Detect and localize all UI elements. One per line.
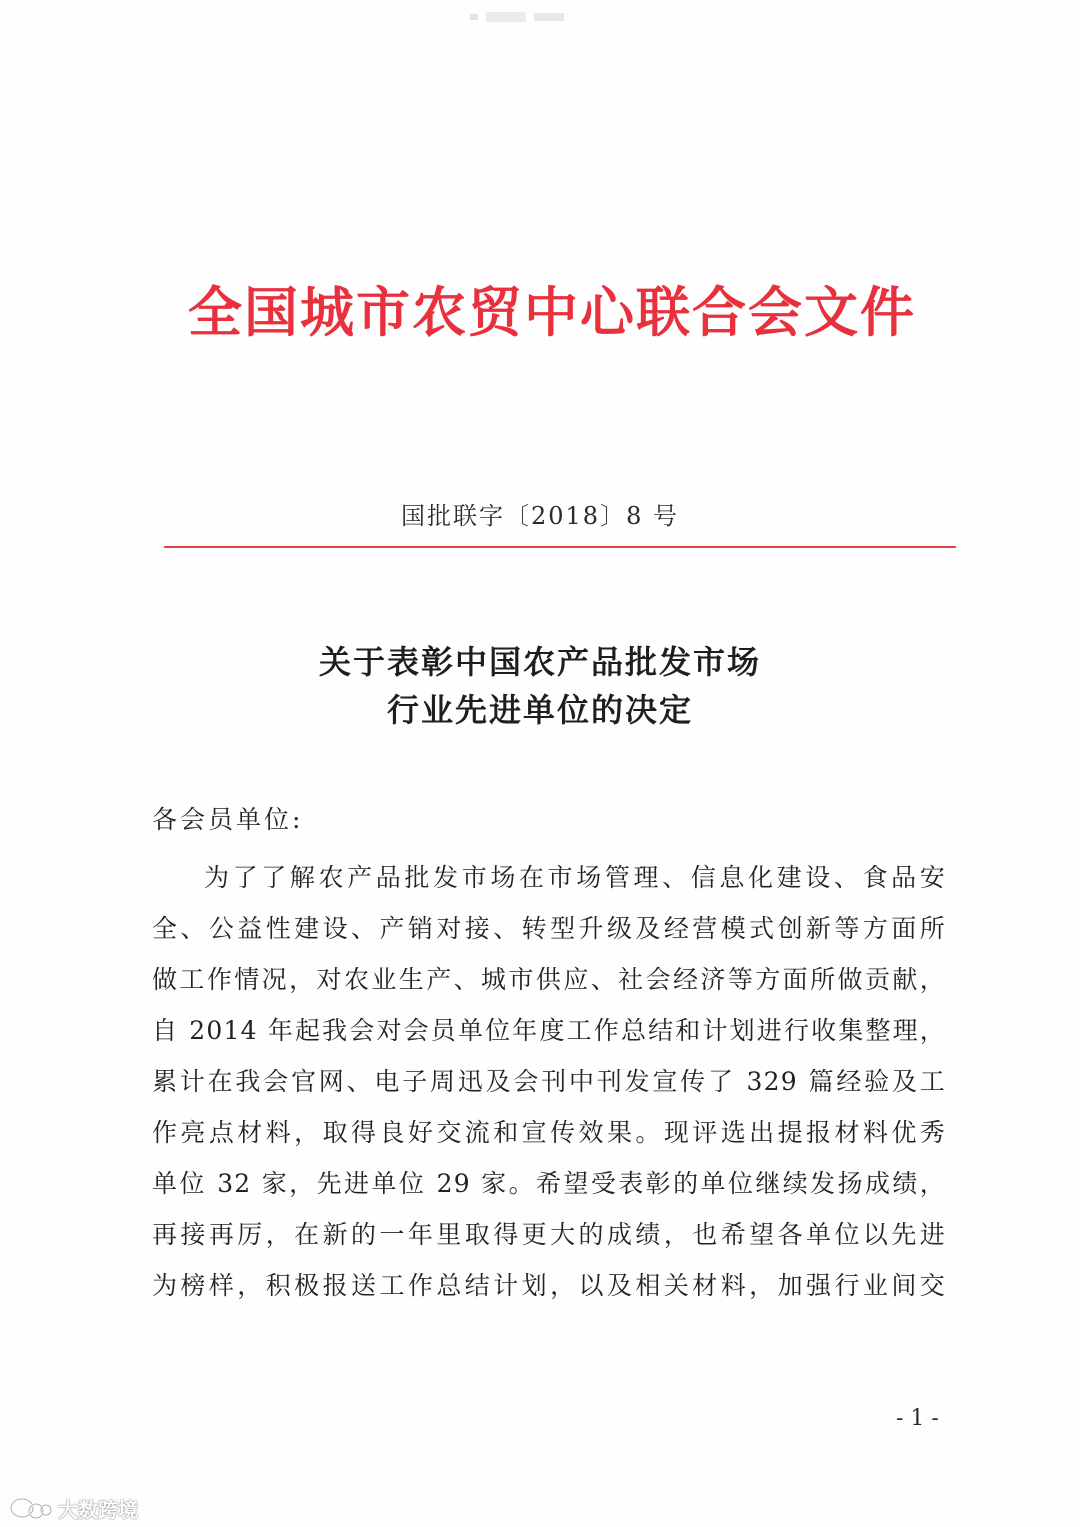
salutation: 各会员单位: <box>152 805 304 834</box>
body-line: 作亮点材料，取得良好交流和宣传效果。现评选出提报材料优秀 <box>152 1118 946 1147</box>
issuer-header-title: 全国城市农贸中心联合会文件 <box>188 280 916 344</box>
document-title <box>0 638 1080 734</box>
body-line: 自 2014 年起我会对会员单位年度工作总结和计划进行收集整理， <box>152 1016 946 1045</box>
body-line: 单位 32 家，先进单位 29 家。希望受表彰的单位继续发扬成绩， <box>152 1169 946 1198</box>
red-divider-line <box>164 546 956 548</box>
page-number: - 1 - <box>896 1406 939 1431</box>
document-number: 国批联字〔2018〕8 号 <box>401 502 679 530</box>
body-line: 为榜样，积极报送工作总结计划，以及相关材料，加强行业间交 <box>152 1271 946 1300</box>
body-line: 再接再厉，在新的一年里取得更大的成绩，也希望各单位以先进 <box>152 1220 946 1249</box>
wechat-logo-icon <box>8 1497 54 1521</box>
watermark <box>8 1494 138 1523</box>
body-line: 累计在我会官网、电子周迅及会刊中刊发宣传了 329 篇经验及工 <box>152 1067 946 1096</box>
body-paragraph <box>152 852 946 1311</box>
document-title-line-2: 行业先进单位的决定 <box>386 691 693 729</box>
document-title-line-1: 关于表彰中国农产品批发市场 <box>318 643 761 681</box>
body-line: 全、公益性建设、产销对接、转型升级及经营模式创新等方面所 <box>152 914 946 943</box>
scan-artifact <box>470 10 590 24</box>
body-line: 做工作情况，对农业生产、城市供应、社会经济等方面所做贡献， <box>152 965 946 994</box>
watermark-text: 大数跨境 <box>58 1498 138 1522</box>
body-line: 为了了解农产品批发市场在市场管理、信息化建设、食品安 <box>204 863 946 892</box>
